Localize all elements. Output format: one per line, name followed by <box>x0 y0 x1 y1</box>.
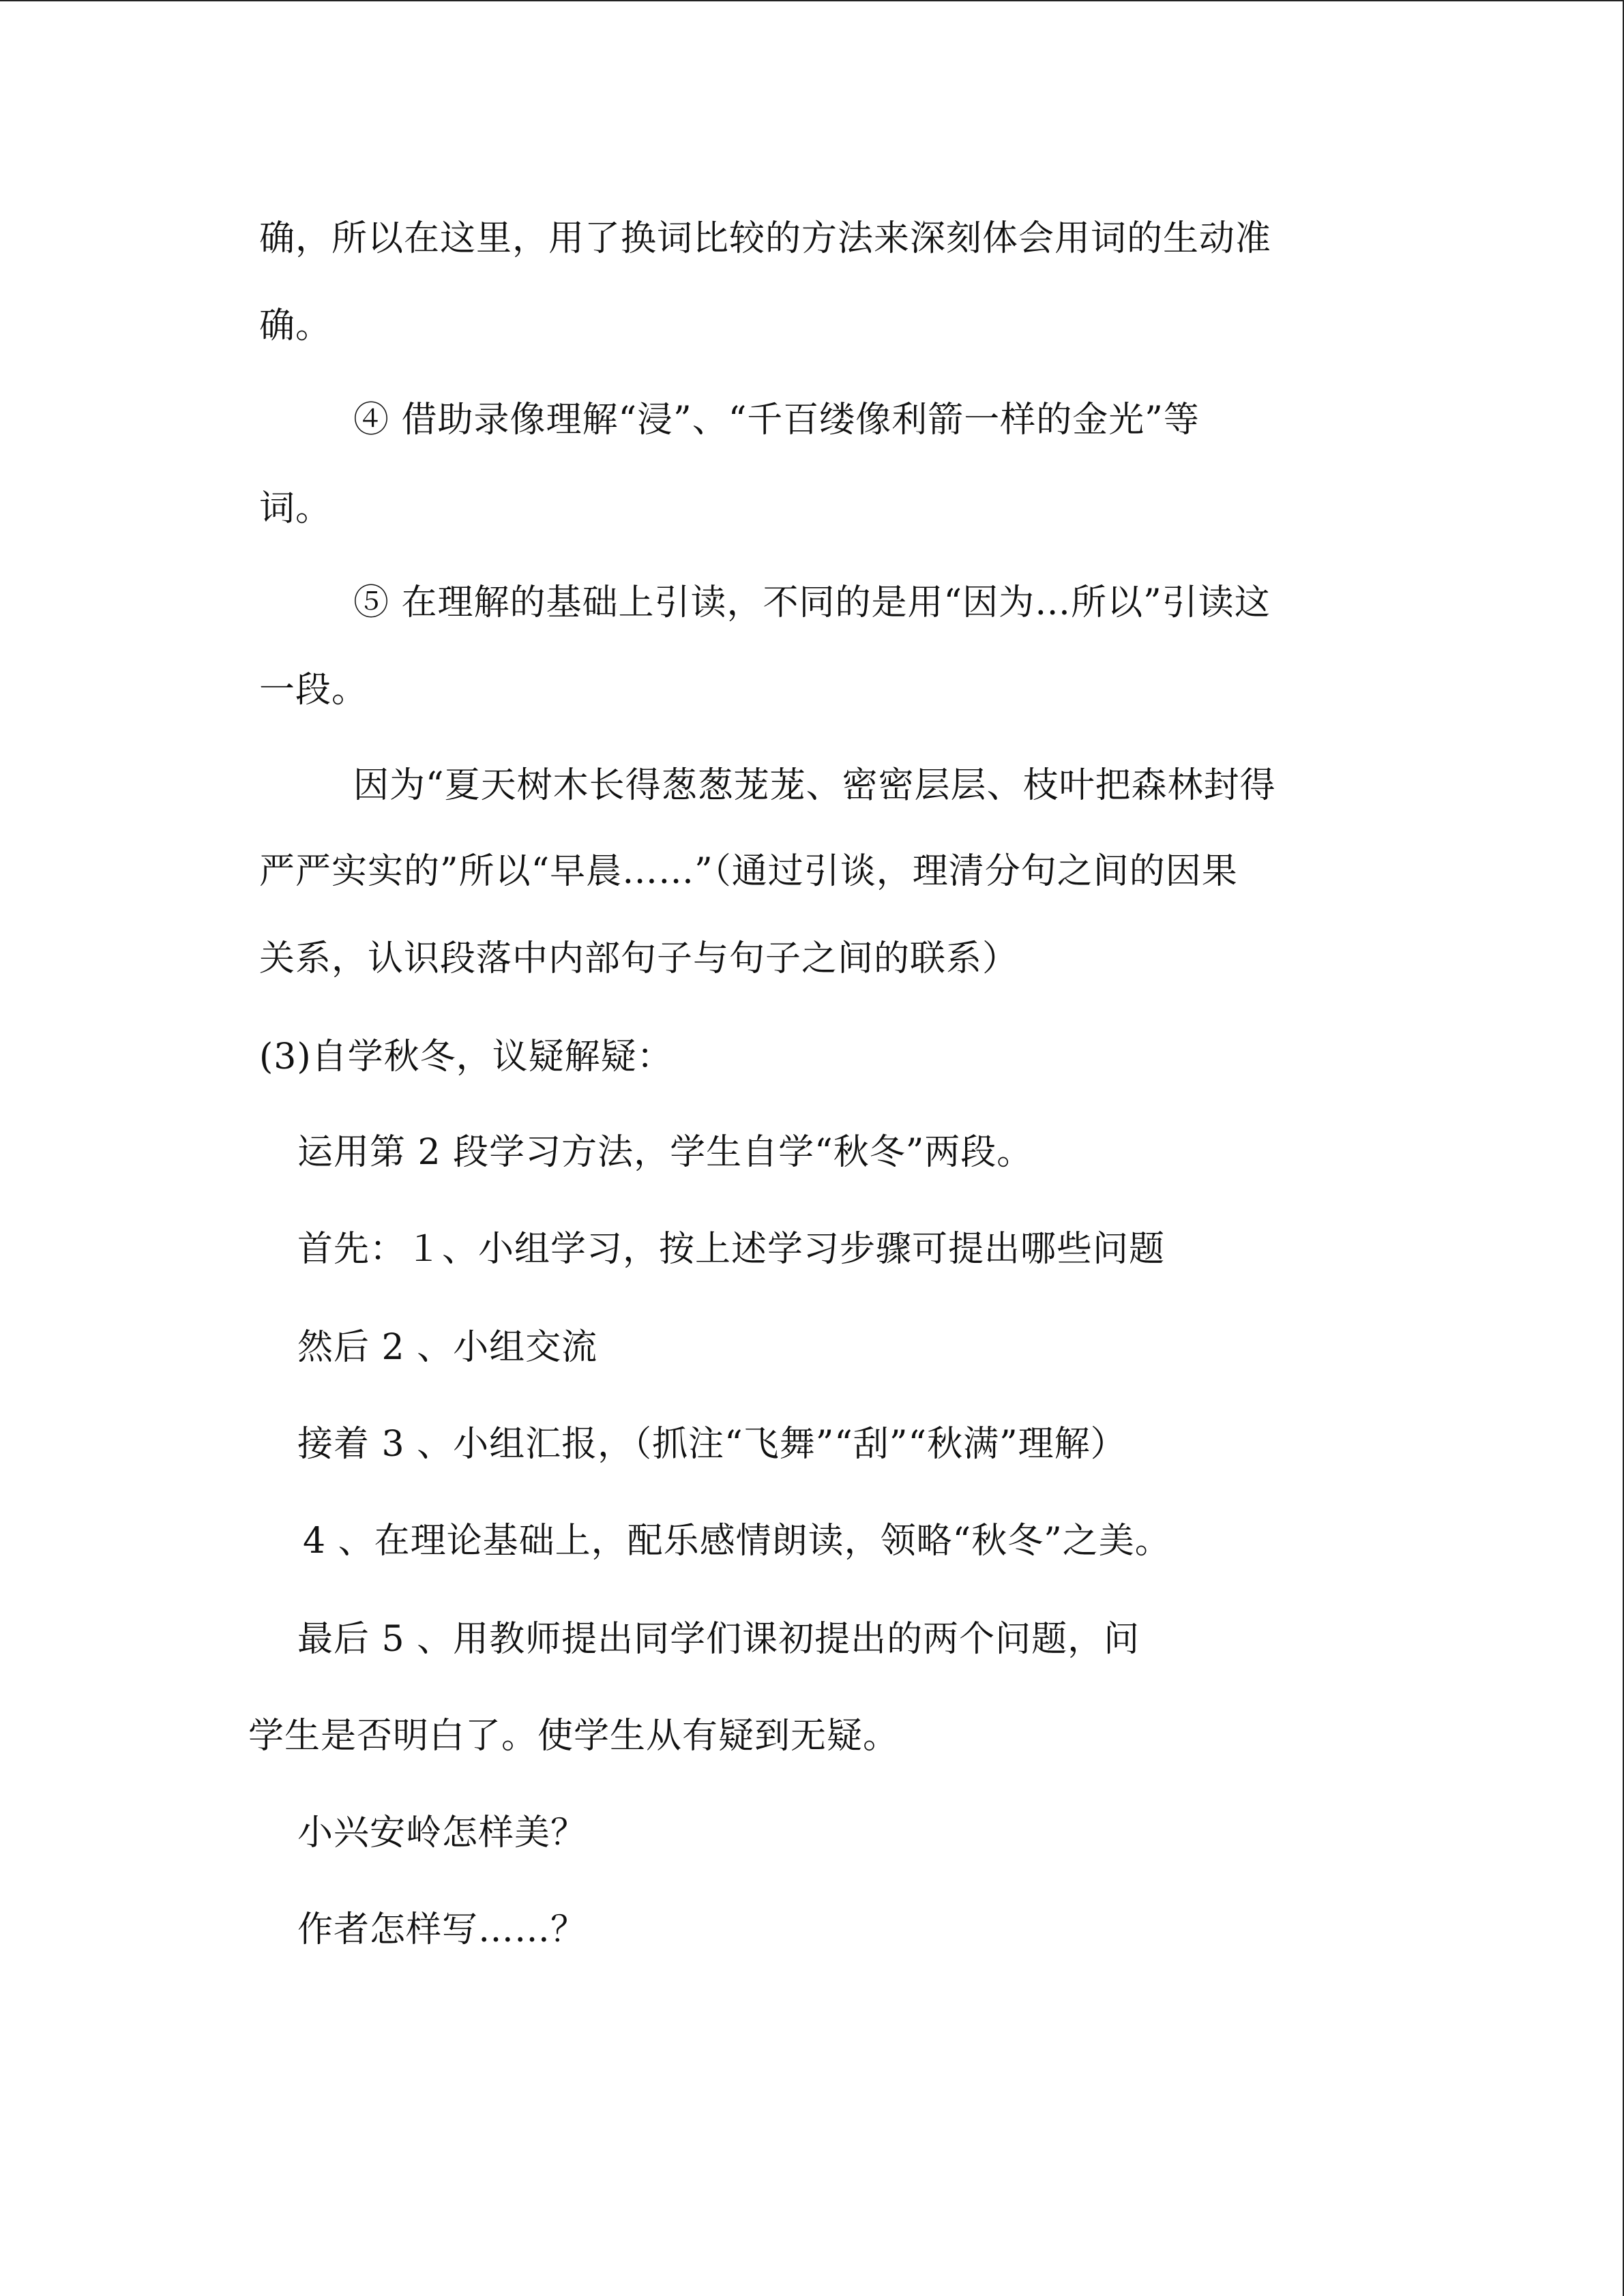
text-line-10: (3)自学秋冬，议疑解疑： <box>259 1037 673 1077</box>
page-border-top <box>0 0 1624 1</box>
text-line-14: 接着 3 、小组汇报，（抓注“飞舞”“刮”“秋满”理解） <box>297 1424 1127 1465</box>
text-line-8: 严严实实的”所以“早晨……”（通过引谈，理清分句之间的因果 <box>259 851 1238 892</box>
text-line-9: 关系，认识段落中内部句子与句子之间的联系） <box>259 938 1019 979</box>
text-line-12: 首先：１、小组学习，按上述学习步骤可提出哪些问题 <box>297 1229 1166 1270</box>
text-line-16: 最后 5 、用教师提出同学们课初提出的两个问题，问 <box>297 1619 1140 1660</box>
text-line-11: 运用第 2 段学习方法，学生自学“秋冬”两段。 <box>297 1132 1033 1173</box>
text-line-19: 作者怎样写……？ <box>297 1909 587 1950</box>
text-line-7: 因为“夏天树木长得葱葱茏茏、密密层层、枝叶把森林封得 <box>353 765 1276 806</box>
text-line-6: 一段。 <box>259 670 368 711</box>
text-line-3: ④ 借助录像理解“浸”、“千百缕像利箭一样的金光”等 <box>353 400 1200 441</box>
text-line-5: ⑤ 在理解的基础上引读，不同的是用“因为…所以”引读这 <box>353 582 1271 623</box>
text-line-13: 然后 2 、小组交流 <box>297 1327 598 1368</box>
text-line-15: 4 、在理论基础上，配乐感情朗读，领略“秋冬”之美。 <box>303 1521 1171 1562</box>
text-line-2: 确。 <box>259 305 332 346</box>
text-line-17: 学生是否明白了。使学生从有疑到无疑。 <box>248 1716 900 1757</box>
text-line-1: 确，所以在这里，用了换词比较的方法来深刻体会用词的生动准 <box>259 218 1272 259</box>
text-line-18: 小兴安岭怎样美？ <box>297 1813 587 1853</box>
text-line-4: 词。 <box>259 488 332 529</box>
